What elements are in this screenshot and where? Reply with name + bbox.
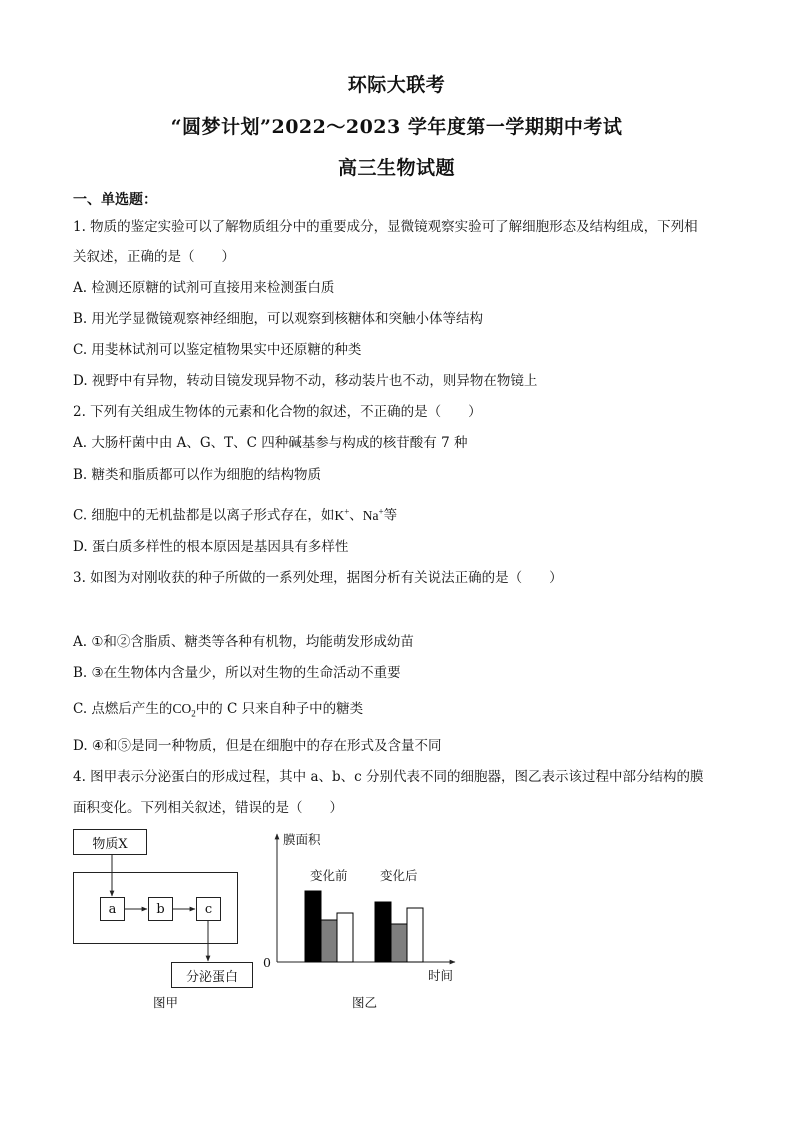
figure-a-caption: 图甲 [153,995,179,1010]
exam-name-title: “圆梦计划”2022～2023 学年度第一学期期中考试 [170,116,623,138]
q1-option-d: D. 视野中有异物，转动目镜发现异物不动，移动装片也不动，则异物在物镜上 [73,373,538,389]
q2-k-charge: + [344,506,350,516]
bar-before-3 [337,913,353,962]
q2-na-charge: + [378,506,384,516]
bar-after-1 [375,902,391,962]
q3-option-b: B. ③在生物体内含量少，所以对生物的生命活动不重要 [73,665,401,681]
figure-b-caption: 图乙 [352,995,378,1010]
q2-option-c-end: 等 [383,507,398,524]
q2-k-symbol: K [334,507,345,523]
q2-option-c-text: C. 细胞中的无机盐都是以离子形式存在，如 [73,507,335,524]
q3-co-symbol: CO [172,701,192,716]
exam-subject-title: 高三生物试题 [337,157,455,179]
q2-option-b: B. 糖类和脂质都可以作为细胞的结构物质 [73,467,322,483]
q3-option-d: D. ④和⑤是同一种物质，但是在细胞中的存在形式及含量不同 [73,738,442,754]
q3-co2-subscript: 2 [191,708,196,719]
q4-stem-line2: 面积变化。下列相关叙述，错误的是（ ） [73,800,343,816]
exam-org-title: 环际大联考 [347,74,446,96]
category-label-after: 变化后 [380,868,418,883]
organelle-a-box: a [100,897,125,921]
bar-before-1 [305,891,321,962]
q1-option-a: A. 检测还原糖的试剂可直接用来检测蛋白质 [73,280,335,296]
q3-option-a: A. ①和②含脂质、糖类等各种有机物，均能萌发形成幼苗 [73,634,414,650]
q2-option-d: D. 蛋白质多样性的根本原因是基因具有多样性 [73,539,349,555]
q3-option-c-text: C. 点燃后产生的 [73,701,173,717]
q4-stem-line1: 4. 图甲表示分泌蛋白的形成过程，其中 a、b、c 分别代表不同的细胞器，图乙表示该过程中部分结构的膜 [73,769,704,785]
axis-origin: 0 [263,955,271,970]
q2-na-symbol: Na [362,507,379,523]
q1-option-b: B. 用光学显微镜观察神经细胞，可以观察到核糖体和突触小体等结构 [73,311,484,327]
q3-stem: 3. 如图为对刚收获的种子所做的一系列处理，据图分析有关说法正确的是（ ） [73,570,563,586]
q1-option-c: C. 用斐林试剂可以鉴定植物果实中还原糖的种类 [73,342,362,358]
bar-after-2 [391,924,407,962]
section-heading: 一、单选题： [73,192,157,208]
category-label-before: 变化前 [310,868,348,883]
q2-option-a: A. 大肠杆菌中由 A、G、T、C 四种碱基参与构成的核苷酸有 7 种 [73,435,468,451]
substance-x-box: 物质X [73,829,147,855]
y-axis-label: 膜面积 [283,832,321,847]
bar-after-3 [407,908,423,962]
q2-stem: 2. 下列有关组成生物体的元素和化合物的叙述，不正确的是（ ） [73,404,482,420]
x-axis-label: 时间 [428,968,454,983]
q2-separator: 、 [349,507,363,524]
q1-stem-line1: 1. 物质的鉴定实验可以了解物质组分中的重要成分，显微镜观察实验可了解细胞形态及结构组成，下列相 [73,219,698,235]
organelle-b-box: b [148,897,173,921]
q3-option-c-end: 中的 C 只来自种子中的糖类 [195,701,364,717]
secreted-protein-box: 分泌蛋白 [171,962,253,988]
bar-before-2 [321,920,337,962]
organelle-c-box: c [196,897,221,921]
bar-group [305,891,423,962]
q1-stem-line2: 关叙述，正确的是（ ） [73,249,235,265]
